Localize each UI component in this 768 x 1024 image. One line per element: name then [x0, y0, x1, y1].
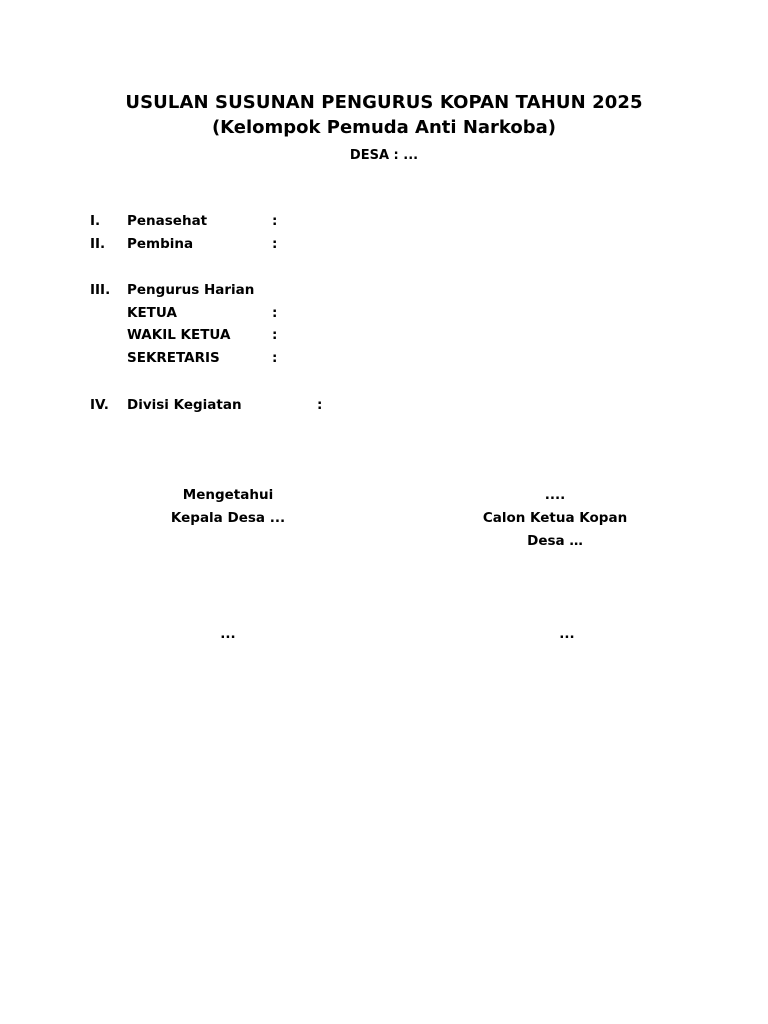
section-label-divisi-kegiatan: Divisi Kegiatan	[127, 397, 242, 413]
signature-right-line2: Calon Ketua Kopan	[482, 510, 628, 526]
role-colon-wakil-ketua: :	[272, 327, 278, 343]
signature-left-line2: Kepala Desa ...	[170, 510, 286, 526]
section-number-1: I.	[90, 213, 101, 229]
role-label-ketua: KETUA	[127, 305, 177, 321]
section-number-3: III.	[90, 282, 111, 298]
role-colon-sekretaris: :	[272, 350, 278, 366]
section-colon-penasehat: :	[272, 213, 278, 229]
section-number-2: II.	[90, 236, 106, 252]
section-number-4: IV.	[90, 397, 109, 413]
document-subtitle: (Kelompok Pemuda Anti Narkoba)	[211, 117, 557, 138]
role-label-sekretaris: SEKRETARIS	[127, 350, 220, 366]
signature-right-line3: Desa …	[527, 533, 583, 549]
section-colon-divisi-kegiatan: :	[317, 397, 323, 413]
desa-line: DESA : ...	[349, 148, 419, 163]
signature-right-line1: ....	[544, 487, 566, 503]
role-colon-ketua: :	[272, 305, 278, 321]
document-title: USULAN SUSUNAN PENGURUS KOPAN TAHUN 2025	[125, 92, 643, 113]
signature-right-name: ...	[559, 626, 575, 642]
signature-left-name: ...	[220, 626, 236, 642]
signature-left-line1: Mengetahui	[182, 487, 274, 503]
section-colon-pembina: :	[272, 236, 278, 252]
section-label-pembina: Pembina	[127, 236, 194, 252]
role-label-wakil-ketua: WAKIL KETUA	[127, 327, 231, 343]
section-label-penasehat: Penasehat	[127, 213, 208, 229]
section-label-pengurus-harian: Pengurus Harian	[127, 282, 255, 298]
